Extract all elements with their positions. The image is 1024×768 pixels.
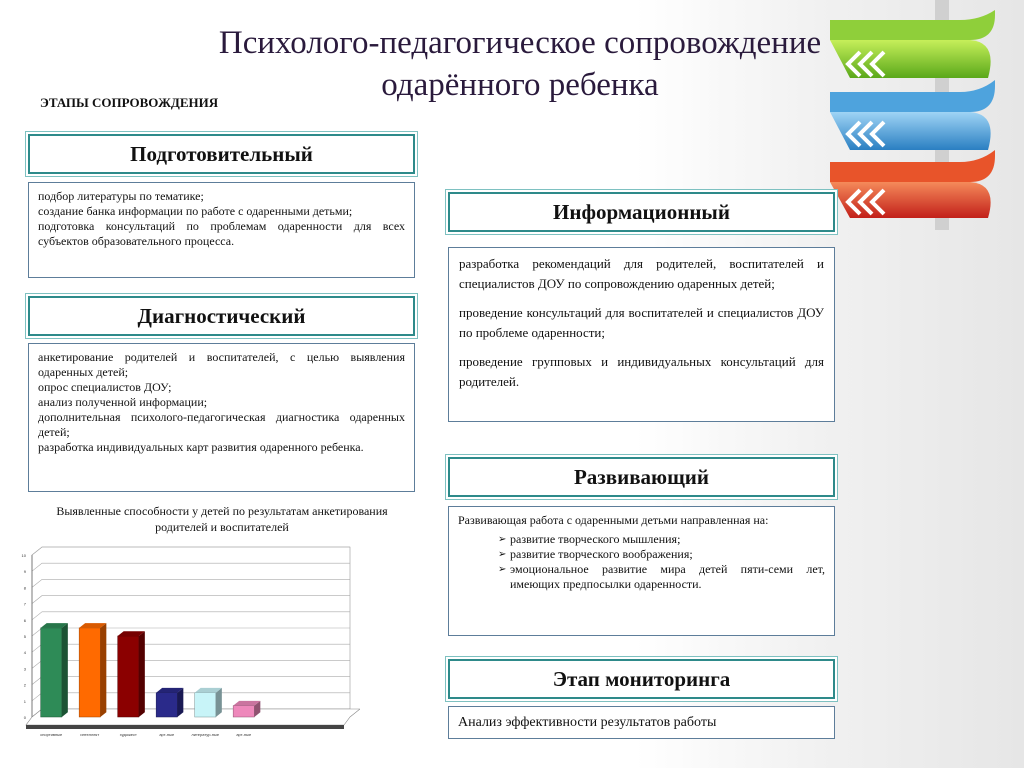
- informational-item: проведение групповых и индивидуальных консультаций для родителей.: [459, 354, 824, 389]
- title-line-1: Психолого-педагогическое сопровождение: [218, 25, 822, 61]
- diagnostic-box: [28, 343, 415, 492]
- title-line-2: одарённого ребенка: [381, 67, 659, 103]
- diagnostic-item: разработка индивидуальных карт развития одаренного ребенка.: [38, 440, 364, 454]
- informational-item: проведение консультаций для воспитателей и специалистов ДОУ по проблеме одаренности;: [459, 305, 824, 340]
- chart-floor-edge: [26, 725, 344, 729]
- abilities-chart: [10, 545, 360, 745]
- bar-side: [139, 631, 145, 717]
- monitoring-box: [448, 706, 835, 739]
- bar-side: [216, 688, 222, 717]
- monitoring-header: [448, 659, 835, 699]
- developing-bullet: ➢ эмоциональное развитие мира детей пяти-семи лет, имеющих предпосылки одаренности.: [498, 562, 825, 592]
- bar: [41, 628, 62, 717]
- diagnostic-item: анализ полученной информации;: [38, 395, 208, 409]
- y-tick-label: 4: [23, 650, 26, 656]
- preparatory-item: создание банка информации по работе с одаренными детьми;: [38, 204, 353, 218]
- bar-side: [177, 688, 183, 717]
- preparatory-header: [28, 134, 415, 174]
- developing-bullet: ➢ развитие творческого мышления;: [498, 532, 825, 547]
- preparatory-header-text: Подготовительный: [130, 142, 313, 166]
- bar: [156, 693, 177, 717]
- developing-header-text: Развивающий: [573, 465, 710, 489]
- y-tick-label: 9: [23, 569, 26, 575]
- developing-header: [448, 457, 835, 497]
- developing-intro: Развивающая работа с одаренными детьми направленная на:: [458, 513, 769, 527]
- chart-caption: Выявленные способности у детей по результатам анкетирования родителей и воспитателей: [56, 504, 388, 534]
- bar-side: [100, 623, 106, 717]
- bar: [118, 636, 139, 717]
- page-title: [140, 22, 900, 106]
- y-tick-label: 6: [23, 617, 26, 623]
- x-tick-label: арт-ные: [159, 732, 175, 737]
- y-tick-label: 8: [23, 585, 26, 591]
- diagnostic-header-text: Диагностический: [137, 304, 306, 328]
- informational-header-text: Информационный: [553, 200, 730, 224]
- y-tick-label: 10: [21, 553, 26, 558]
- diagnostic-item: дополнительная психолого-педагогическая диагностика одаренных детей;: [38, 410, 405, 439]
- developing-bullets: [498, 532, 825, 592]
- preparatory-item: подготовка консультаций по проблемам одаренности для всех субъектов образовательного процесса.: [38, 219, 405, 248]
- preparatory-box: [28, 182, 415, 278]
- x-tick-label: литератур-ные: [191, 732, 220, 737]
- x-tick-label: арт-ные: [236, 732, 252, 737]
- bar: [195, 693, 216, 717]
- developing-box: [448, 506, 835, 636]
- y-tick-label: 3: [23, 666, 26, 672]
- developing-bullet: ➢ развитие творческого воображения;: [498, 547, 825, 562]
- preparatory-item: подбор литературы по тематике;: [38, 189, 204, 203]
- y-tick-label: 1: [23, 698, 26, 704]
- informational-box: [448, 247, 835, 422]
- y-tick-label: 2: [23, 682, 26, 688]
- x-tick-label: спортивные: [40, 732, 63, 737]
- y-tick-label: 5: [23, 634, 26, 639]
- diagnostic-header: [28, 296, 415, 336]
- monitoring-text: Анализ эффективности результатов работы: [458, 715, 717, 730]
- y-tick-label: 0: [23, 715, 26, 720]
- stages-label: ЭТАПЫ СОПРОВОЖДЕНИЯ: [40, 95, 219, 110]
- diagnostic-item: опрос специалистов ДОУ;: [38, 380, 172, 394]
- chart-floor: [23, 709, 360, 725]
- monitoring-header-text: Этап мониторинга: [552, 667, 731, 691]
- x-tick-label: интеллект: [80, 732, 100, 737]
- bar-side: [62, 623, 68, 717]
- informational-header: [448, 192, 835, 232]
- bar: [79, 628, 100, 717]
- bar: [233, 706, 254, 717]
- informational-item: разработка рекомендаций для родителей, воспитателей и специалистов ДОУ по сопровождению одаренных детей;: [459, 256, 824, 291]
- x-tick-label: художест: [119, 732, 137, 737]
- diagnostic-item: анкетирование родителей и воспитателей, с целью выявления одаренных детей;: [38, 350, 405, 379]
- y-tick-label: 7: [23, 601, 26, 607]
